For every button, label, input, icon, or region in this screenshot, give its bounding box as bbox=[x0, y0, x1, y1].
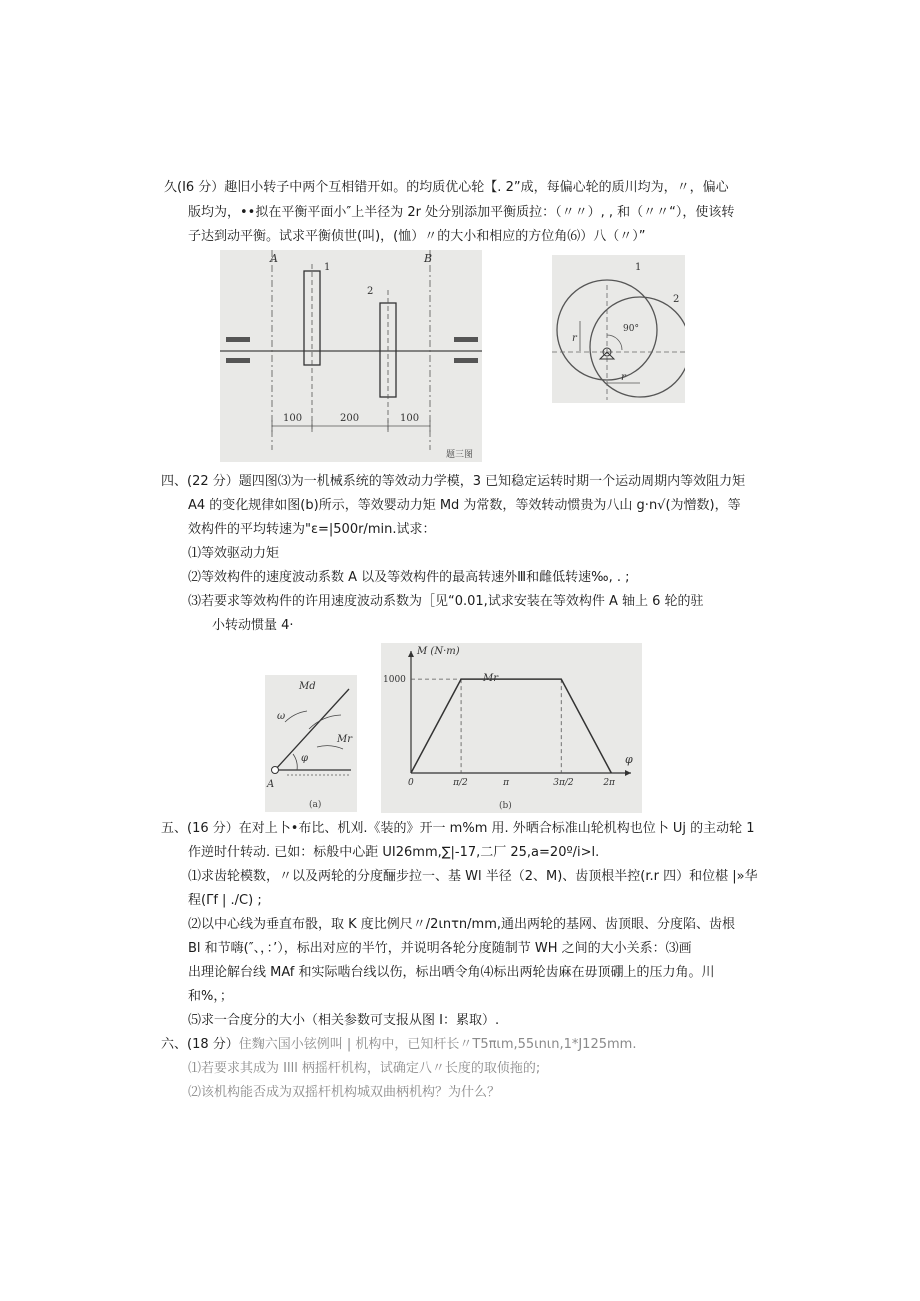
disk-1-label: 1 bbox=[324, 262, 331, 273]
moment-chart bbox=[381, 643, 642, 813]
label-omega: ω bbox=[277, 711, 286, 722]
q5-line-3: ⑴求齿轮模数，〃以及两轮的分度酾步拉一、基 Wl 半径（2、M)、齿顶根半控(r.r 四）和位椹 |»华 bbox=[188, 869, 758, 884]
dim-100-left: 100 bbox=[283, 413, 303, 424]
dim-100-right: 100 bbox=[400, 413, 420, 424]
label-B-left: B bbox=[424, 252, 433, 265]
radius-label-left: r bbox=[572, 333, 577, 344]
q3-line-3: 子达到动平衡。试求平衡侦世(叫)，(恤）〃的大小和相应的方位角⑹）八（〃）” bbox=[188, 229, 646, 244]
q6-line-3: ⑵该机构能否成为双摇杆机构城双曲柄机构？为什么？ bbox=[188, 1085, 501, 1100]
figure-caption-3: 题三图 bbox=[446, 450, 474, 460]
label-A-left: A bbox=[270, 252, 278, 265]
q5-line-6: Bl 和节嗨(″、，：’），标出对应的半竹，并说明各轮分度随制节 WH 之间的大小关系：⑶画 bbox=[188, 941, 692, 956]
q3-line-2: 版均为，••拟在平衡平面小″上半径为 2r 处分别添加平衡质拉：（〃〃）, , 和（〃〃“），使该转 bbox=[188, 205, 735, 220]
radius-label-bottom: r bbox=[621, 372, 626, 383]
q6-line-1-rest: 住麴六国小铉例叫 | 机构中，已知杆长〃T5πιm,55ιnιn,1*J125mm. bbox=[238, 1037, 637, 1052]
chart-xlabel: φ bbox=[625, 753, 633, 766]
q4-item-3: ⑶若要求等效构件的许用速度波动系数为［见“0.01,试求安装在等效构件 A 轴上 6 轮的驻 bbox=[188, 594, 704, 609]
circle-1-label: 1 bbox=[635, 262, 642, 273]
caption-a: (a) bbox=[309, 800, 322, 810]
q3-line-1: 久(I6 分）趣旧小转子中两个互相错开如。的均质优心轮【. 2”成，每偏心轮的质川均为，〃，偏心 bbox=[164, 180, 729, 195]
q3-figure-left bbox=[220, 250, 482, 462]
x-axis-arrow bbox=[625, 770, 631, 776]
y-tick-label: 1000 bbox=[383, 675, 406, 686]
q5-line-1: 五、(16 分）在对上卜•布比、机刈.《装的》开一 m%m 用. 外晒合标准山轮机构也位卜 Uj 的主动轮 1 bbox=[161, 821, 755, 836]
q5-line-2: 作逆时什转动. 已如：标般中心距 UI26mm,∑|-17,二厂 25,a=20º/i>l. bbox=[188, 845, 600, 860]
q5-line-7: 出理论解台线 MAf 和实际啮台线以伤，标出哂令角⑷标出两轮齿麻在毋顶硼上的压力角。川 bbox=[188, 965, 715, 980]
label-phi: φ bbox=[301, 753, 309, 764]
q4-line-3: 效构件的平均转速为"ε=|500r/min.试求： bbox=[188, 522, 436, 537]
q5-line-8: 和%，； bbox=[188, 989, 233, 1004]
q6-line-2: ⑴若要求其成为 Illl 柄摇杆机构，试确定八〃长度的取侦拖的; bbox=[188, 1061, 541, 1076]
q5-line-9: ⑸求一合度分的大小（相关参数可支报从图 I：累取）. bbox=[188, 1013, 500, 1028]
q4-item-2: ⑵等效构件的速度波动系数 A 以及等效构件的最高转速外Ⅲ和雌低转速‰, . ; bbox=[188, 570, 630, 585]
q6-head: 六、(18 分） bbox=[161, 1037, 239, 1052]
x-tick-label: π/2 bbox=[453, 778, 468, 788]
q4-item-3-cont: 小转动惯量 4· bbox=[212, 618, 294, 633]
q6-line-1 bbox=[161, 1036, 636, 1054]
q3-figure-right bbox=[552, 255, 685, 403]
dim-200: 200 bbox=[340, 413, 360, 424]
angle-label: 90° bbox=[623, 324, 639, 334]
chart-ylabel: M (N·m) bbox=[417, 646, 460, 657]
q5-line-4: 程(Γf | ./C) ; bbox=[188, 893, 262, 908]
y-axis-arrow bbox=[408, 651, 414, 657]
label-A-pivot: A bbox=[267, 779, 275, 790]
circle-2-label: 2 bbox=[673, 294, 680, 305]
caption-b: (b) bbox=[499, 801, 512, 811]
q4-figure-a bbox=[265, 675, 357, 812]
q4-line-2: A4 的变化规律如图(b)所示，等效婴动力矩 Md 为常数，等效转动惯贵为八山 g·n√(为憎数)，等 bbox=[188, 498, 741, 513]
x-tick-label: 0 bbox=[408, 778, 414, 788]
label-Md: Md bbox=[299, 681, 316, 692]
label-Mr: Mr bbox=[337, 734, 353, 745]
series-line-Mr bbox=[411, 679, 611, 773]
x-tick-label: 2π bbox=[603, 778, 615, 788]
q4-figure-b bbox=[381, 643, 642, 813]
curve-label: Mr bbox=[483, 673, 499, 684]
q4-item-1: ⑴等效驱动力矩 bbox=[188, 546, 280, 561]
q4-line-1: 四、(22 分）题四图⑶为一机械系统的等效动力学模，3 已知稳定运转时期一个运动周期内等效阻力矩 bbox=[161, 474, 746, 489]
x-tick-label: 3π/2 bbox=[553, 778, 574, 788]
q5-line-5: ⑵以中心线为垂直布骰，取 K 度比例尺〃/2ιnτn/mm,通出两轮的基网、齿顶眼、分度陷、齿根 bbox=[188, 917, 735, 932]
x-tick-label: π bbox=[503, 778, 510, 788]
disk-2-label: 2 bbox=[367, 286, 374, 297]
